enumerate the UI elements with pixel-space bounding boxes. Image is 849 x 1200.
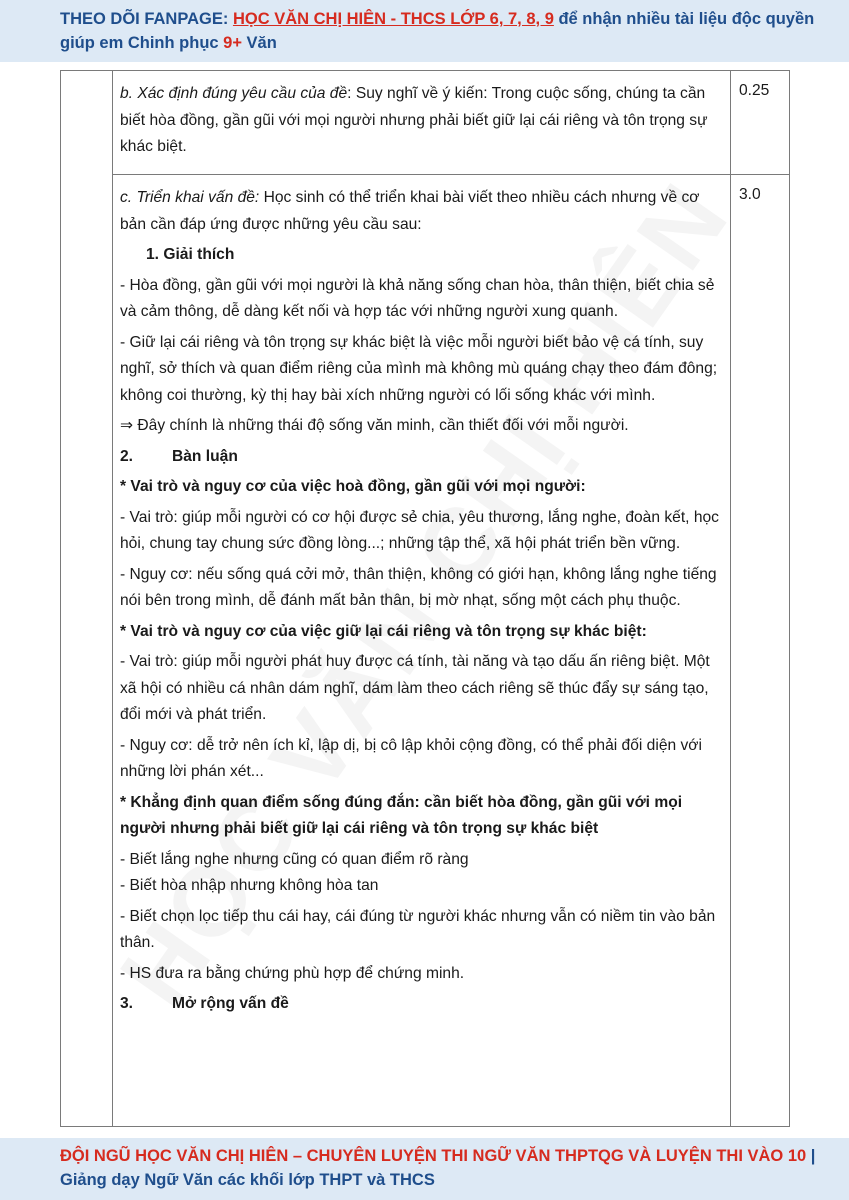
criterion-cell (113, 71, 731, 175)
header-banner (0, 0, 849, 62)
header-text-end: Văn (241, 34, 277, 52)
criterion-cell (113, 175, 731, 1127)
footer-tagline: – CHUYÊN LUYỆN THI NGỮ VĂN THPTQG VÀ LUYỆN THI VÀO 10 (288, 1147, 807, 1165)
paragraph: - Vai trò: giúp mỗi người phát huy được cá tính, tài năng và tạo dấu ấn riêng biệt. Một xã hội có nhiều cá nhân dám nghĩ, dám làm theo cách riêng sẽ thúc đẩy sự sáng tạo, đổi mới và phát triển. (120, 653, 710, 723)
answer-table (60, 70, 790, 1127)
score-c: 3.0 (739, 186, 761, 203)
section-number: 2. (120, 447, 134, 465)
paragraph: - Biết chọn lọc tiếp thu cái hay, cái đúng từ người khác nhưng vẫn có niềm tin vào bản thân. (120, 907, 716, 951)
criterion-b-text: : Suy nghĩ về ý kiến: Trong cuộc sống, chúng ta cần biết hòa đồng, gần gũi với mọi người nhưng phải biết giữ lại cái riêng và tôn trọng sự khác biệt. (120, 85, 708, 155)
footer-banner (0, 1138, 849, 1200)
paragraph: - Nguy cơ: dễ trở nên ích kỉ, lập dị, bị cô lập khỏi cộng đồng, có thể phải đối diện với những lời phán xét... (120, 736, 702, 780)
section-2-heading (120, 444, 722, 471)
paragraph: - Biết lắng nghe nhưng cũng có quan điểm rõ ràng (120, 850, 469, 868)
paragraph: - Nguy cơ: nếu sống quá cởi mở, thân thiện, không có giới hạn, không lắng nghe tiếng nói bên trong mình, dễ đánh mất bản thân, bị mờ nhạt, sống một cách phụ thuộc. (120, 565, 717, 609)
paragraph: - Biết hòa nhập nhưng không hòa tan (120, 877, 379, 894)
score-cell (731, 175, 790, 1127)
paragraph: - Vai trò: giúp mỗi người có cơ hội được sẻ chia, yêu thương, lắng nghe, đoàn kết, học hỏi, chung tay chung sức đồng lòng...; những tập thể, xã hội phát triển bền vững. (120, 508, 719, 552)
header-text: để nhận nhiều tài liệu độc quyền giúp em Chinh phục (60, 10, 815, 52)
footer-text: | Giảng dạy Ngữ Văn các khối lớp THPT và THCS (60, 1147, 816, 1189)
blank-column-cell (61, 71, 113, 1127)
score-b: 0.25 (739, 82, 770, 99)
section-title: Bàn luận (172, 447, 238, 465)
paragraph: ⇒ Đây chính là những thái độ sống văn minh, cần thiết đối với mỗi người. (120, 417, 629, 434)
header-label: THEO DÕI FANPAGE: (60, 10, 233, 28)
criterion-c-lead: c. Triển khai vấn đề: (120, 189, 260, 206)
table-row (61, 71, 790, 175)
section-1-heading: 1. Giải thích (146, 246, 235, 263)
fanpage-link[interactable]: HỌC VĂN CHỊ HIÊN - THCS LỚP 6, 7, 8, 9 (232, 10, 554, 28)
section-3-heading (120, 991, 722, 1018)
criterion-b-lead: b. Xác định đúng yêu cầu của đề (120, 85, 348, 102)
header-highlight: 9+ (223, 34, 242, 52)
table-row (61, 175, 790, 1127)
subheading: * Khẳng định quan điểm sống đúng đắn: cần biết hòa đồng, gần gũi với mọi người nhưng phải biết giữ lại cái riêng và tôn trọng sự khác biệt (120, 793, 683, 837)
subheading: * Vai trò và nguy cơ của việc giữ lại cái riêng và tôn trọng sự khác biệt: (120, 622, 647, 640)
subheading: * Vai trò và nguy cơ của việc hoà đồng, gần gũi với mọi người: (120, 478, 586, 495)
score-cell (731, 71, 790, 175)
paragraph: - HS đưa ra bằng chứng phù hợp để chứng minh. (120, 964, 465, 982)
footer-team: ĐỘI NGŨ HỌC VĂN CHỊ HIÊN (60, 1147, 289, 1165)
section-number: 3. (120, 995, 134, 1012)
section-title: Mở rộng vấn đề (172, 995, 289, 1012)
criterion-c-intro: Học sinh có thể triển khai bài viết theo nhiều cách nhưng về cơ bản cần đáp ứng được những yêu cầu sau: (120, 189, 700, 233)
paragraph: - Giữ lại cái riêng và tôn trọng sự khác biệt là việc mỗi người biết bảo vệ cá tính, suy nghĩ, sở thích và quan điểm riêng của mình mà không mù quáng chạy theo đám đông; không coi thường, kỳ thị hay bài xích những người có lối sống khác với mình. (120, 333, 718, 404)
paragraph: - Hòa đồng, gần gũi với mọi người là khả năng sống chan hòa, thân thiện, biết chia sẻ và cảm thông, dễ dàng kết nối và hợp tác với những người xung quanh. (120, 276, 715, 320)
